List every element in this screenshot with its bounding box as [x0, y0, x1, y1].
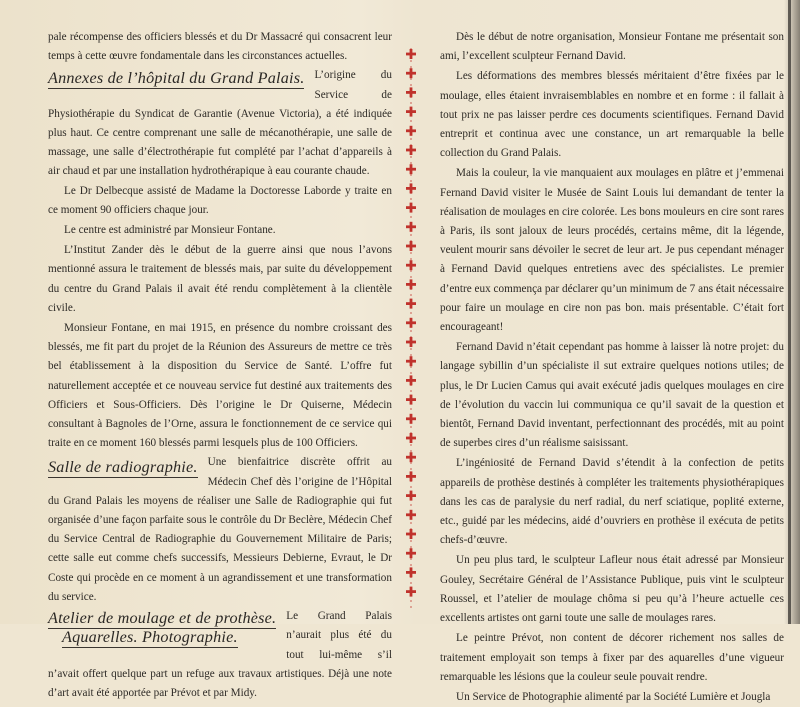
red-cross-icon-stem: [410, 337, 413, 347]
red-cross-icon-stem: [410, 260, 413, 270]
red-cross-icon-stem: [410, 49, 413, 59]
red-cross-icon-stem: [410, 548, 413, 558]
page-edge-shadow: [784, 0, 800, 624]
heading-aquarelles-line: Aquarelles. Photographie.: [62, 628, 238, 647]
paragraph-lafleur: Un peu plus tard, le sculpteur Lafleur nous était adressé par Monsieur Gouley, Secrétaire Général de l’Assistance Publique, puis vint le sculpteur Roussel, et l’atelier de moulage chôma si peu qu’à l’heure actuelle ces excellents artistes ont garni toute une salle de moulages rares.: [440, 554, 784, 625]
paragraph-annexes: L’origine du Service de Physiothérapie du Syndicat de Garantie (Avenue Victoria), a été indiquée plus haut. Ce centre comprenant une salle de mécanothérapie, une salle de massage, une salle d’électrothérapie fut complété par l’achat d’appareils à air chaud et par une installation hydrothérapique à eau courante chaude.: [48, 69, 392, 178]
red-cross-icon-stem: [410, 510, 413, 520]
paragraph-atelier: Le Grand Palais n’aurait plus été du tout lui-même s’il n’avait offert quelque part un refuge aux travaux artistiques. Déjà une note d’art avait été apportée par Prévot et par Midy.: [48, 610, 392, 699]
red-cross-icon-stem: [410, 222, 413, 232]
red-cross-icon-stem: [410, 587, 413, 597]
red-cross-icon-stem: [410, 87, 413, 97]
red-cross-icon-stem: [410, 126, 413, 136]
paragraph-ingeniosite: L’ingéniosité de Fernand David s’étendit à la confection de petits appareils de prothèse destinés à compléter les traitements physiothérapiques dans les cas de paralysie du nerf radial, du nerf sciatique, poplité externe, etc., guidé par les médecins, aidé d’ouvriers en prothèse il exécuta de petits chefs-d’œuvre.: [440, 457, 784, 547]
paragraph-deformations: Les déformations des membres blessés méritaient d’être fixées par le moulage, elles étaient invraisemblables en nombre et en forme : il fallait à tout prix ne pas laisser perdre ces documents scientifiques. Fernand David entreprit et continua avec une constance, un art remarquable la belle collection du Grand Palais.: [440, 70, 784, 160]
paragraph-couleur: Mais la couleur, la vie manquaient aux moulages en plâtre et j’emmenai Fernand David visiter le Musée de Saint Louis lui demandant de tenter la réalisation de moulages en cire colorée. Les bons mouleurs en cire sont rares à Paris, ils sont jaloux de leurs procédés, certains même, dit la légende, veulent mourir sans dévoiler le secret de leur art. Je pus cependant ménager à Fernand David quelques entretiens avec des spécialistes. Le premier d’entre eux commença par déclarer qu’un minimum de 7 ans était nécessaire pour faire un moulage en cire non pas bon. mais présentable. C’était fort encourageant!: [440, 167, 784, 334]
red-cross-icon-stem: [410, 567, 413, 577]
red-cross-icon-stem: [410, 529, 413, 539]
paragraph-zander: L’Institut Zander dès le début de la guerre ainsi que nous l’avons mentionné assura le traitement de blessés mais, par suite du développement du centre du Grand Palais il avait été rendu complètement à la clientèle civile.: [48, 244, 392, 314]
red-cross-icon-stem: [410, 471, 413, 481]
right-column: [440, 28, 784, 707]
paragraph-intro: pale récompense des officiers blessés et du Dr Massacré qui consacrent leur temps à cette œuvre fondamentale dans les circonstances actuelles.: [48, 31, 392, 63]
red-cross-icon-stem: [410, 414, 413, 424]
paragraph-david: Dès le début de notre organisation, Monsieur Fontane me présentait son ami, l’excellent sculpteur Fernand David.: [440, 31, 784, 63]
page-edge: [788, 0, 791, 624]
paragraph-admin: Le centre est administré par Monsieur Fontane.: [64, 224, 276, 237]
red-cross-icon-stem: [410, 279, 413, 289]
red-cross-icon-stem: [410, 203, 413, 213]
red-cross-icon-stem: [410, 68, 413, 78]
red-cross-icon-stem: [410, 164, 413, 174]
heading-atelier: [48, 607, 276, 647]
heading-annexes: Annexes de l’hôpital du Grand Palais.: [48, 69, 305, 88]
red-cross-icon-stem: [410, 107, 413, 117]
heading-atelier-line: Atelier de moulage et de prothèse.: [48, 609, 277, 628]
red-cross-icon-stem: [410, 491, 413, 501]
red-cross-icon-stem: [410, 318, 413, 328]
paragraph-photographie: Un Service de Photographie alimenté par la Société Lumière et Jougla: [456, 690, 771, 703]
paragraph-delbecque: Le Dr Delbecque assisté de Madame la Doctoresse Laborde y traite en ce moment 90 officiers chaque jour.: [48, 184, 392, 216]
left-column: [48, 28, 392, 703]
paragraph-fontane: Monsieur Fontane, en mai 1915, en présence du nombre croissant des blessés, me fit part du projet de la Réunion des Assureurs de mettre ce très bel établissement à la disposition du Service de Santé. L’offre fut naturellement acceptée et ce nouveau service fut destiné aux traitements des Officiers et Sous-Officiers. Dès l’origine le Dr Quiserne, Médecin consultant à Bagnoles de l’Orne, assura le fonctionnement de ce service qui traite en ce moment 160 blessés parmi lesquels plus de 100 Officiers.: [48, 322, 392, 450]
red-cross-icon-group: [406, 48, 416, 608]
paragraph-prevot: Le peintre Prévot, non content de décorer richement nos salles de traitement employait son temps à fixer par des aquarelles d’une vigueur remarquable les lésions que la couleur seule pouvait rendre.: [440, 632, 784, 683]
red-cross-icon-stem: [410, 183, 413, 193]
red-cross-icon-stem: [410, 241, 413, 251]
red-cross-icon-stem: [410, 145, 413, 155]
heading-radiographie: Salle de radiographie.: [48, 458, 198, 477]
red-cross-divider: [404, 48, 418, 608]
red-cross-icon-stem: [410, 452, 413, 462]
red-cross-icon-stem: [410, 433, 413, 443]
paragraph-radiographie: Une bienfaitrice discrète offrit au Médecin Chef dès l’origine de l’Hôpital du Grand Palais les moyens de réaliser une Salle de Radiographie qui fut organisée d’une façon parfaite sous le contrôle du Dr Beclère, Médecin Chef du Service Central de Radiographie du Gouvernement Militaire de Paris; cette salle eut comme chefs successifs, Messieurs Debierne, Evraut, le Dr Coste qui procède en ce moment à un agrandissement et une transformation du service.: [48, 456, 392, 603]
red-cross-icon-stem: [410, 299, 413, 309]
red-cross-icon-stem: [410, 356, 413, 366]
red-cross-icon-stem: [410, 375, 413, 385]
red-cross-icon-stem: [410, 395, 413, 405]
paragraph-langage: Fernand David n’était cependant pas homme à laisser là notre projet: du langage sybillin d’un spécialiste il sut extraire quelques notions utiles; de plus, le Dr Lucien Camus qui avait exécuté jadis quelques moulages en cire de l’évolution du vaccin lui communiqua ce qu’il savait de la question et bientôt, Fernand David inventant, perfectionnant des procédés, mit au point de superbes cires d’un réalisme saisissant.: [440, 341, 784, 450]
